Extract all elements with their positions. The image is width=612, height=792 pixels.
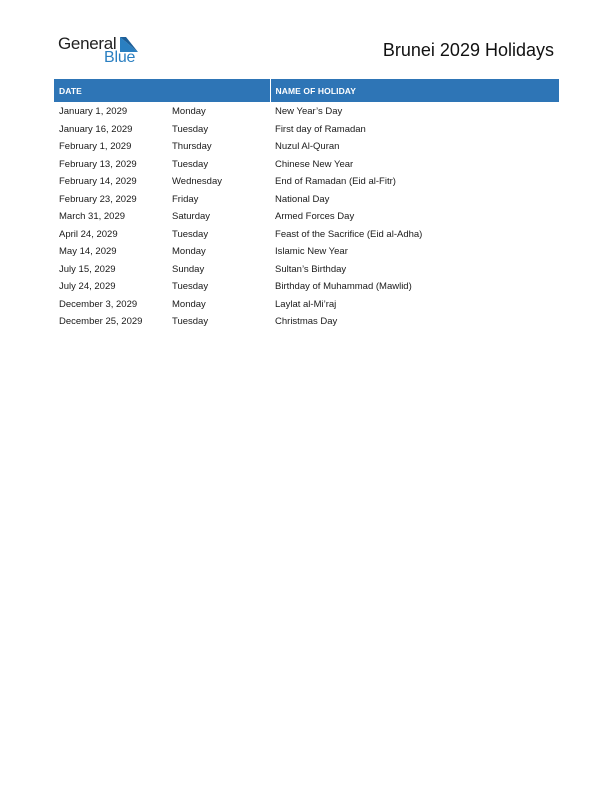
generalblue-logo bbox=[58, 34, 148, 68]
cell-day: Tuesday bbox=[172, 158, 209, 170]
table-row bbox=[54, 296, 559, 314]
cell-date: December 3, 2029 bbox=[59, 298, 138, 310]
cell-day: Tuesday bbox=[172, 316, 209, 328]
cell-holiday-name: Islamic New Year bbox=[275, 246, 348, 258]
cell-holiday-name: Laylat al-Mi’raj bbox=[275, 298, 337, 310]
table-header-row bbox=[54, 79, 559, 102]
cell-holiday-name: New Year’s Day bbox=[275, 106, 343, 118]
cell-date: February 1, 2029 bbox=[59, 141, 132, 153]
header-holiday-name: NAME OF HOLIDAY bbox=[270, 79, 559, 102]
cell-date: January 16, 2029 bbox=[59, 123, 133, 135]
cell-holiday-name: Armed Forces Day bbox=[275, 211, 355, 223]
cell-date: July 15, 2029 bbox=[59, 263, 116, 275]
table-row bbox=[54, 138, 559, 156]
page-title: Brunei 2029 Holidays bbox=[382, 40, 554, 60]
cell-date: February 13, 2029 bbox=[59, 158, 137, 170]
cell-holiday-name: Birthday of Muhammad (Mawlid) bbox=[275, 281, 412, 293]
table-row bbox=[54, 208, 559, 226]
table-row bbox=[54, 226, 559, 244]
cell-holiday-name: End of Ramadan (Eid al-Fitr) bbox=[275, 176, 396, 188]
cell-day: Monday bbox=[172, 298, 206, 310]
cell-holiday-name: Nuzul Al-Quran bbox=[275, 141, 340, 153]
table-row bbox=[54, 121, 559, 139]
holiday-table bbox=[54, 79, 559, 331]
cell-date: December 25, 2029 bbox=[59, 316, 143, 328]
cell-holiday-name: First day of Ramadan bbox=[275, 123, 366, 135]
cell-date: February 23, 2029 bbox=[59, 193, 137, 205]
cell-date: May 14, 2029 bbox=[59, 246, 117, 258]
cell-day: Tuesday bbox=[172, 123, 209, 135]
table-row bbox=[54, 191, 559, 209]
cell-date: March 31, 2029 bbox=[59, 211, 126, 223]
cell-day: Tuesday bbox=[172, 281, 209, 293]
table-row bbox=[54, 313, 559, 331]
cell-date: February 14, 2029 bbox=[59, 176, 137, 188]
cell-date: April 24, 2029 bbox=[59, 228, 118, 240]
cell-day: Wednesday bbox=[172, 176, 222, 188]
table-row bbox=[54, 278, 559, 296]
table-row bbox=[54, 243, 559, 261]
cell-day: Sunday bbox=[172, 263, 205, 275]
cell-day: Friday bbox=[172, 193, 199, 205]
cell-holiday-name: Feast of the Sacrifice (Eid al-Adha) bbox=[275, 228, 423, 240]
table-row bbox=[54, 156, 559, 174]
logo-text-general: General bbox=[58, 34, 117, 53]
header-date: DATE bbox=[54, 79, 270, 102]
cell-date: July 24, 2029 bbox=[59, 281, 116, 293]
cell-holiday-name: Christmas Day bbox=[275, 316, 338, 328]
table-row bbox=[54, 102, 559, 121]
logo-text-blue: Blue bbox=[104, 49, 136, 66]
table-body bbox=[54, 102, 559, 331]
table-row bbox=[54, 173, 559, 191]
cell-date: January 1, 2029 bbox=[59, 106, 128, 118]
cell-day: Saturday bbox=[172, 211, 211, 223]
cell-holiday-name: Chinese New Year bbox=[275, 158, 354, 170]
table-row bbox=[54, 261, 559, 279]
cell-day: Monday bbox=[172, 106, 206, 118]
cell-day: Monday bbox=[172, 246, 206, 258]
cell-day: Thursday bbox=[172, 141, 212, 153]
cell-holiday-name: Sultan’s Birthday bbox=[275, 263, 347, 275]
cell-day: Tuesday bbox=[172, 228, 209, 240]
cell-holiday-name: National Day bbox=[275, 193, 330, 205]
